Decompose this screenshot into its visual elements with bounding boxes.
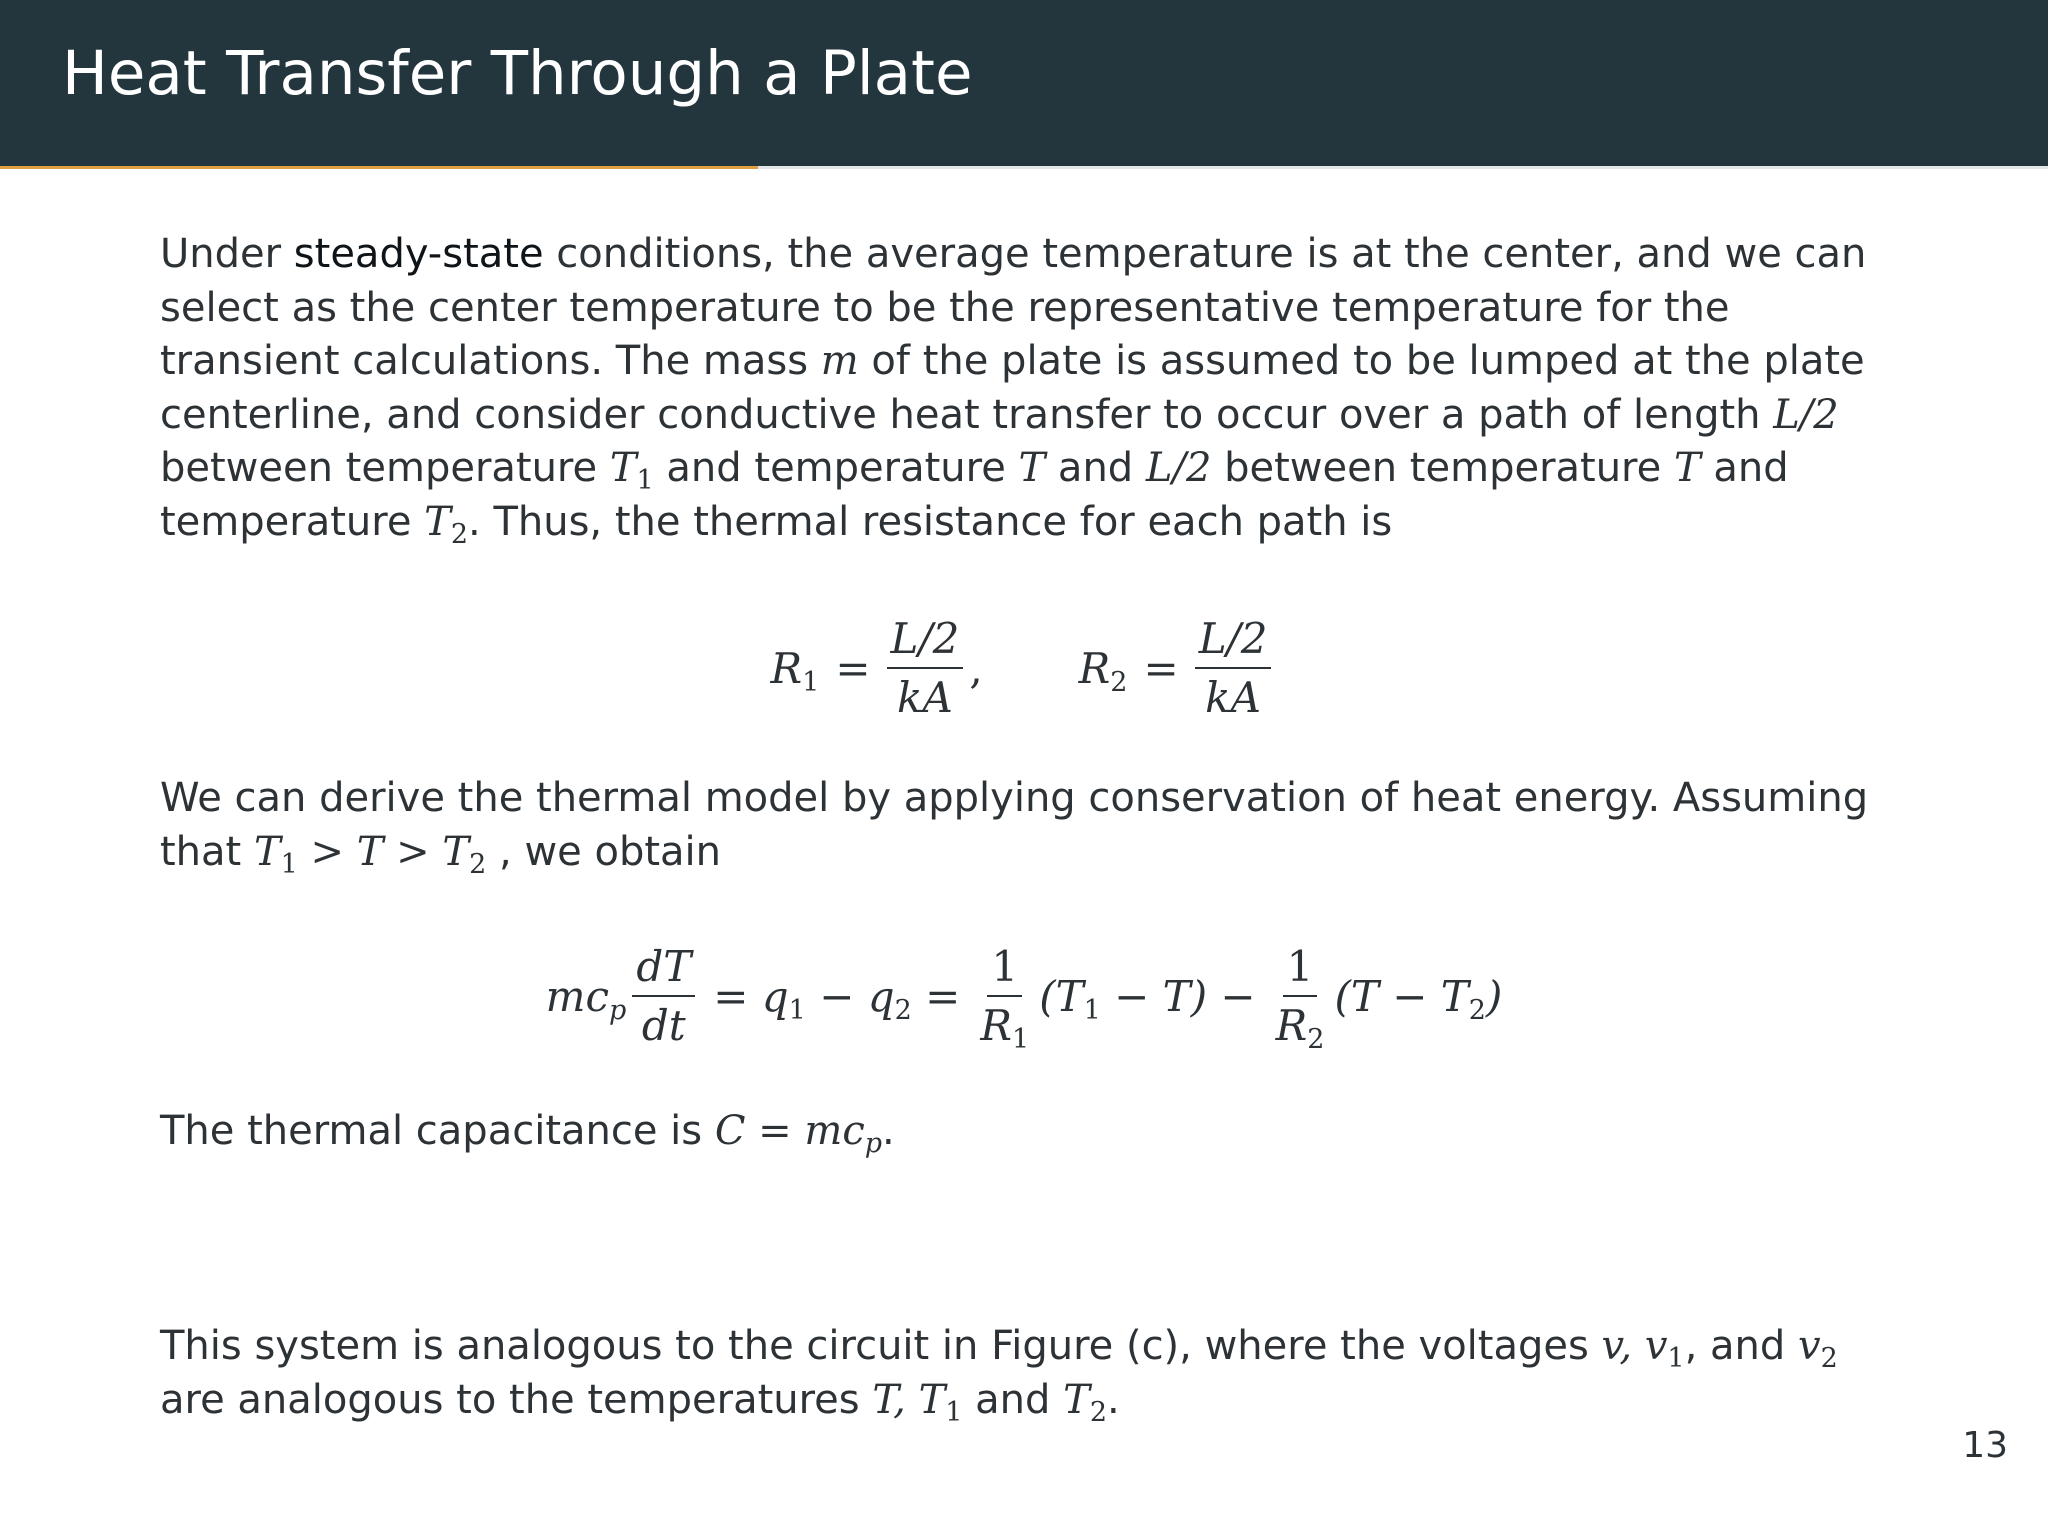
paragraph-derivation [160, 772, 1900, 879]
text: , and [1684, 1323, 1799, 1369]
progress-fill [0, 166, 758, 169]
math-r1: $R_1$ [770, 643, 820, 698]
math-t: T [1018, 445, 1046, 491]
text: and temperature [653, 445, 1019, 491]
text: . [882, 1108, 895, 1154]
fraction-dt: $\frac{dT}{dt}$ [632, 942, 695, 1050]
math-term2: $(T - T_2)$ [1334, 971, 1503, 1026]
slide-header [0, 0, 2048, 166]
math-voltages: v, $v_1$ [1601, 1323, 1685, 1374]
comma: , [969, 643, 983, 693]
progress-bar [0, 166, 2048, 169]
math-q-terms: = $q_1 - q_2$ = [713, 971, 961, 1026]
fraction-inv-r2: $\frac{1}{R_2}$ [1275, 942, 1325, 1055]
math-temperatures: T, $T_1$ [872, 1376, 963, 1428]
math-mcp: $mc_p$ [545, 971, 627, 1026]
text: conditions, the average temperature is at the center, and we can select as the center temperature to be the representative temperature for the transient calculations. The mass [160, 231, 1867, 384]
steady-state-term: steady-state [293, 231, 544, 277]
math-capacitance: $C = mc_p$ [714, 1108, 883, 1159]
text: . [1107, 1376, 1120, 1423]
fraction-r1: $\frac{L/2}{kA}$ [887, 614, 964, 722]
equals: = [835, 643, 871, 693]
paragraph-analogy [160, 1320, 1900, 1427]
paragraph-capacitance [160, 1105, 1900, 1159]
page-number: 13 [1962, 1425, 2008, 1466]
text: and [1045, 445, 1146, 491]
equation-resistance [0, 608, 2048, 728]
text: Under [160, 231, 294, 277]
math-l-half: L/2 [1145, 445, 1212, 491]
paragraph-intro [160, 228, 1900, 549]
math-l-half: L/2 [1773, 391, 1839, 438]
text: , we obtain [486, 828, 722, 875]
text: . Thus, the thermal resistance for each path is [468, 498, 1393, 545]
text: and [962, 1376, 1064, 1423]
equals: = [1143, 643, 1179, 693]
text: We can derive the thermal model by applying conservation of heat energy. Assuming that [160, 775, 1869, 875]
math-m: m [820, 338, 859, 384]
text: This system is analogous to the circuit in Figure (c), where the voltages [160, 1323, 1602, 1369]
text: between temperature [160, 445, 610, 491]
text: The thermal capacitance is [160, 1108, 715, 1154]
math-v2: $v_2$ [1798, 1323, 1838, 1374]
math-t: T [1673, 445, 1701, 491]
text: are analogous to the temperatures [160, 1376, 873, 1423]
math-inequality: $T_1 > T > T_2$ [253, 828, 487, 880]
equation-heat-balance [0, 936, 2048, 1056]
text: and temperature [160, 445, 1789, 545]
fraction-inv-r1: $\frac{1}{R_1}$ [980, 942, 1030, 1055]
text: between temperature [1211, 445, 1674, 491]
math-t1: $T_1$ [609, 445, 654, 496]
math-r2: $R_2$ [1078, 643, 1128, 698]
math-t2: $T_2$ [424, 498, 469, 550]
math-t2: $T_2$ [1063, 1376, 1108, 1428]
math-term1: $(T_1 - T)$ − [1039, 971, 1256, 1026]
text: of the plate is assumed to be lumped at the plate centerline, and consider conductive heat transfer to occur over a path of length [160, 338, 1865, 438]
fraction-r2: $\frac{L/2}{kA}$ [1195, 614, 1272, 722]
slide-title: Heat Transfer Through a Plate [62, 38, 973, 109]
